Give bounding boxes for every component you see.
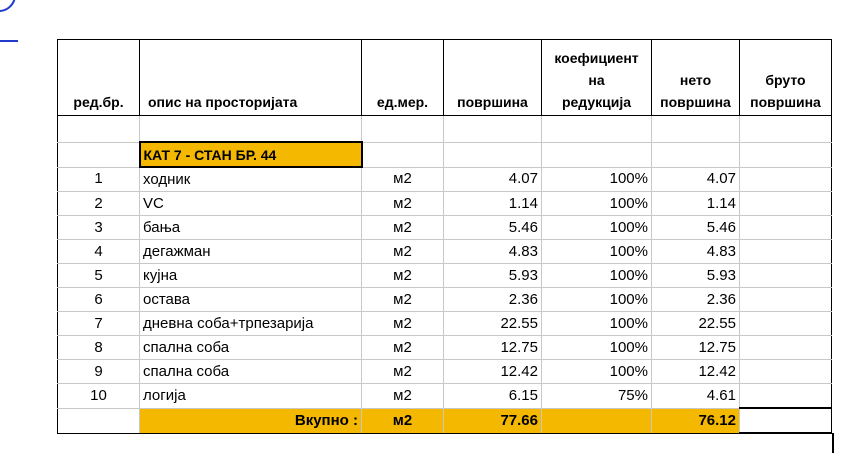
room-coefficient[interactable]: 100% (542, 360, 652, 384)
room-gross-area[interactable] (740, 240, 832, 264)
table-row (58, 216, 832, 240)
room-unit[interactable]: м2 (362, 360, 444, 384)
row-number[interactable]: 5 (58, 264, 140, 288)
cell[interactable] (542, 142, 652, 167)
room-gross-area[interactable] (740, 167, 832, 192)
room-net-area[interactable]: 4.83 (652, 240, 740, 264)
row-number[interactable]: 7 (58, 312, 140, 336)
cell[interactable] (444, 142, 542, 167)
room-coefficient[interactable]: 100% (542, 264, 652, 288)
cell[interactable] (652, 116, 740, 143)
room-name[interactable]: ходник (140, 167, 362, 192)
room-name[interactable]: бања (140, 216, 362, 240)
room-area[interactable]: 5.93 (444, 264, 542, 288)
room-net-area[interactable]: 12.75 (652, 336, 740, 360)
room-coefficient[interactable]: 75% (542, 384, 652, 409)
row-number[interactable]: 3 (58, 216, 140, 240)
header-row-no[interactable]: ред.бр. (58, 40, 140, 116)
room-coefficient[interactable]: 100% (542, 312, 652, 336)
room-unit[interactable]: м2 (362, 336, 444, 360)
room-unit[interactable]: м2 (362, 384, 444, 409)
room-net-area[interactable]: 2.36 (652, 288, 740, 312)
corner-line-decoration (0, 40, 18, 42)
header-net-line1: нето (679, 72, 712, 88)
header-area[interactable]: површина (444, 40, 542, 116)
room-unit[interactable]: м2 (362, 288, 444, 312)
table-row (58, 264, 832, 288)
room-unit[interactable]: м2 (362, 167, 444, 192)
room-unit[interactable]: м2 (362, 192, 444, 216)
room-net-area[interactable]: 5.46 (652, 216, 740, 240)
row-number[interactable]: 1 (58, 167, 140, 192)
section-row (58, 142, 832, 167)
room-area[interactable]: 22.55 (444, 312, 542, 336)
room-name[interactable]: остава (140, 288, 362, 312)
total-row (58, 408, 832, 433)
header-coefficient[interactable] (542, 40, 652, 116)
room-area[interactable]: 4.83 (444, 240, 542, 264)
room-name[interactable]: кујна (140, 264, 362, 288)
table-row (58, 312, 832, 336)
cell[interactable] (362, 142, 444, 167)
room-name[interactable]: дневна соба+трпезарија (140, 312, 362, 336)
table-row (58, 336, 832, 360)
room-area[interactable]: 12.75 (444, 336, 542, 360)
room-net-area[interactable]: 4.61 (652, 384, 740, 409)
room-area[interactable]: 12.42 (444, 360, 542, 384)
header-gross-area[interactable] (740, 40, 832, 116)
header-description[interactable]: опис на просторијата (140, 40, 362, 116)
cell[interactable] (362, 116, 444, 143)
row-number[interactable]: 10 (58, 384, 140, 409)
room-area[interactable]: 2.36 (444, 288, 542, 312)
header-net-area[interactable] (652, 40, 740, 116)
row-number[interactable]: 8 (58, 336, 140, 360)
room-net-area[interactable]: 22.55 (652, 312, 740, 336)
room-name[interactable]: дегажман (140, 240, 362, 264)
room-coefficient[interactable]: 100% (542, 336, 652, 360)
room-coefficient[interactable]: 100% (542, 240, 652, 264)
header-unit[interactable]: ед.мер. (362, 40, 444, 116)
header-coef-line3: редукција (561, 94, 632, 110)
room-gross-area[interactable] (740, 384, 832, 409)
header-gross-line2: површина (750, 94, 821, 110)
header-row (58, 40, 832, 116)
cell[interactable] (140, 116, 362, 143)
total-net-area[interactable]: 76.12 (652, 408, 740, 433)
room-area[interactable]: 6.15 (444, 384, 542, 409)
header-net-line2: површина (660, 94, 731, 110)
room-unit[interactable]: м2 (362, 216, 444, 240)
room-coefficient[interactable]: 100% (542, 192, 652, 216)
room-gross-area[interactable] (740, 264, 832, 288)
table-row (58, 192, 832, 216)
room-gross-area[interactable] (740, 312, 832, 336)
room-net-area[interactable]: 4.07 (652, 167, 740, 192)
selected-cell[interactable] (740, 408, 832, 433)
room-unit[interactable]: м2 (362, 312, 444, 336)
room-net-area[interactable]: 1.14 (652, 192, 740, 216)
room-name[interactable]: спална соба (140, 336, 362, 360)
room-gross-area[interactable] (740, 336, 832, 360)
room-area[interactable]: 4.07 (444, 167, 542, 192)
total-coef-empty[interactable] (542, 408, 652, 433)
table-row (58, 288, 832, 312)
cell[interactable] (58, 408, 140, 433)
room-gross-area[interactable] (740, 288, 832, 312)
cell-cursor (832, 433, 834, 453)
room-name[interactable]: VC (140, 192, 362, 216)
blank-row (58, 116, 832, 143)
header-coef-line1: коефициент (554, 50, 639, 66)
table-row (58, 240, 832, 264)
cell[interactable] (542, 116, 652, 143)
room-area[interactable]: 5.46 (444, 216, 542, 240)
corner-circle-decoration (0, 0, 16, 12)
total-unit[interactable]: м2 (362, 408, 444, 433)
total-label[interactable]: Вкупно : (140, 408, 362, 433)
table-row (58, 384, 832, 409)
table-row (58, 360, 832, 384)
room-area[interactable]: 1.14 (444, 192, 542, 216)
total-area[interactable]: 77.66 (444, 408, 542, 433)
cell[interactable] (58, 142, 140, 167)
table-row (58, 167, 832, 192)
header-coef-line2: на (588, 72, 605, 88)
section-title[interactable]: КАТ 7 - СТАН БР. 44 (140, 142, 362, 167)
room-unit[interactable]: м2 (362, 240, 444, 264)
cell[interactable] (740, 142, 832, 167)
room-coefficient[interactable]: 100% (542, 216, 652, 240)
cell[interactable] (58, 116, 140, 143)
room-coefficient[interactable]: 100% (542, 167, 652, 192)
row-number[interactable]: 6 (58, 288, 140, 312)
cell[interactable] (444, 116, 542, 143)
room-unit[interactable]: м2 (362, 264, 444, 288)
apartment-area-table (57, 39, 832, 434)
header-gross-line1: бруто (765, 72, 806, 88)
row-number[interactable]: 9 (58, 360, 140, 384)
room-gross-area[interactable] (740, 360, 832, 384)
room-rows (58, 167, 832, 408)
room-coefficient[interactable]: 100% (542, 288, 652, 312)
room-net-area[interactable]: 12.42 (652, 360, 740, 384)
room-net-area[interactable]: 5.93 (652, 264, 740, 288)
room-name[interactable]: спална соба (140, 360, 362, 384)
row-number[interactable]: 2 (58, 192, 140, 216)
row-number[interactable]: 4 (58, 240, 140, 264)
room-name[interactable]: логија (140, 384, 362, 409)
cell[interactable] (652, 142, 740, 167)
room-gross-area[interactable] (740, 216, 832, 240)
cell[interactable] (740, 116, 832, 143)
room-gross-area[interactable] (740, 192, 832, 216)
